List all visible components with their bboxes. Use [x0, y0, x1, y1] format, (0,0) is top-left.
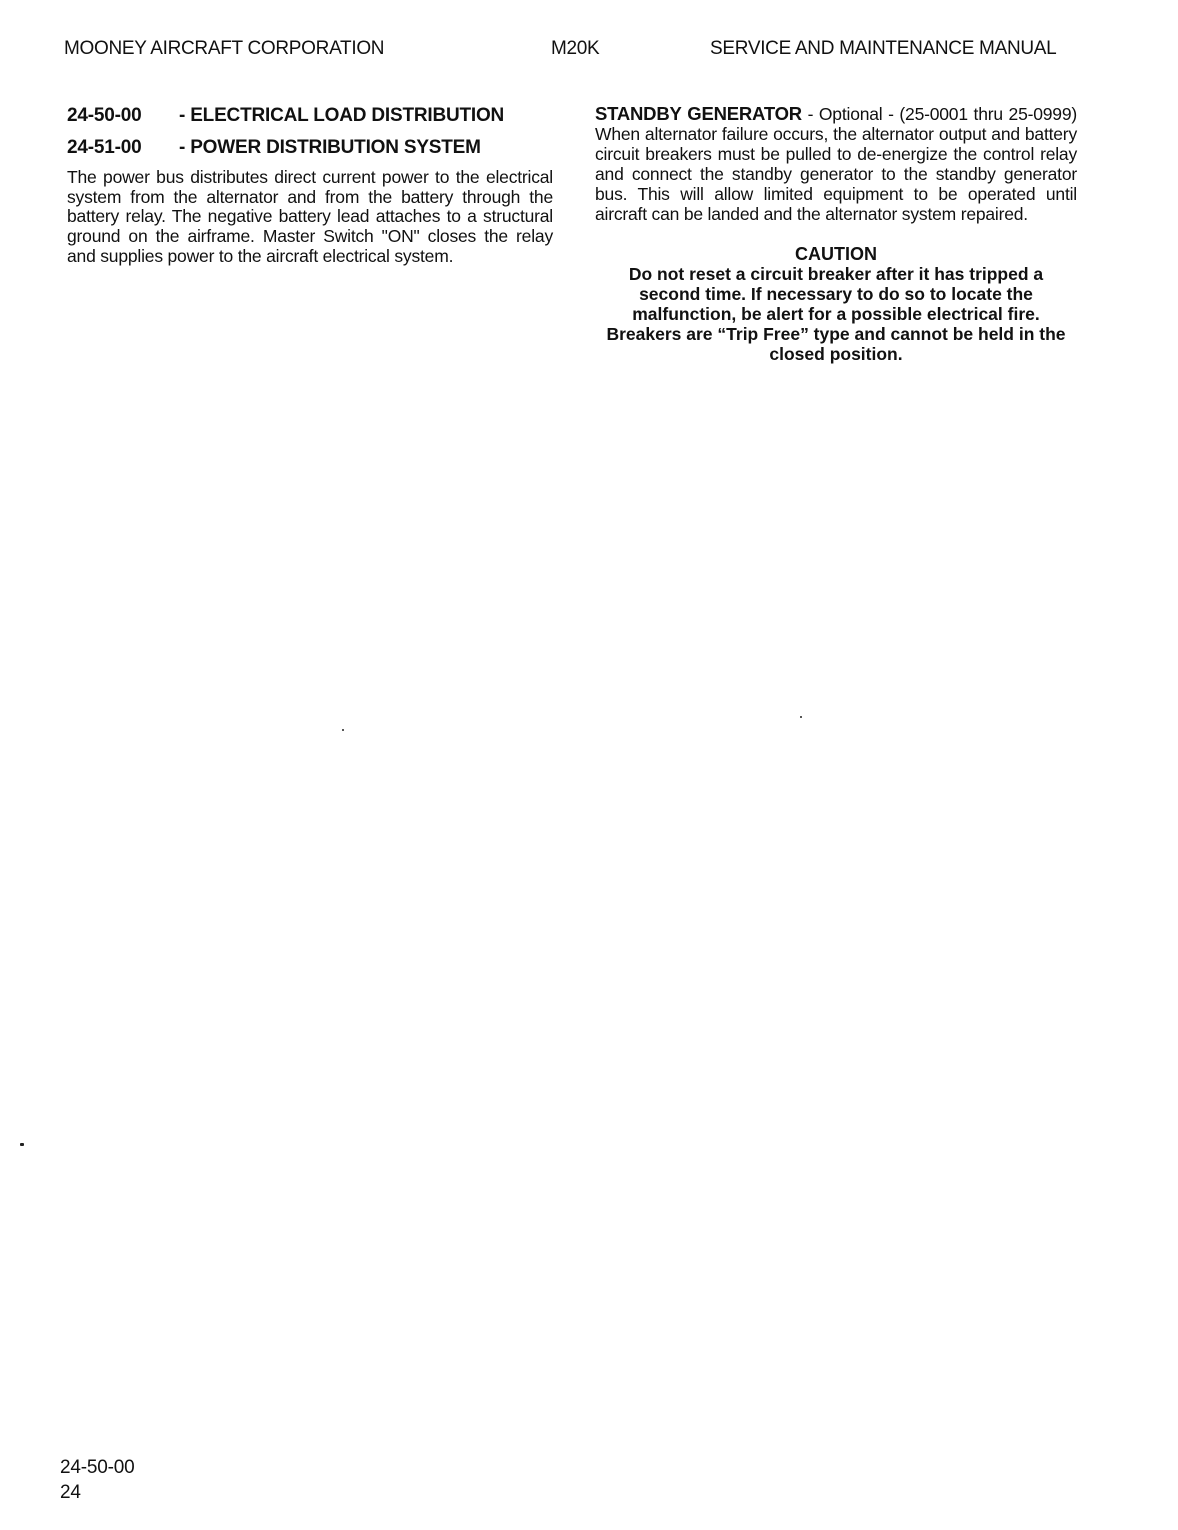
section-title: - POWER DISTRIBUTION SYSTEM [179, 137, 481, 158]
caution-notice [595, 244, 1077, 364]
section-number: 24-51-00 [67, 137, 142, 158]
right-column [595, 104, 1077, 364]
standby-generator-heading: STANDBY GENERATOR [595, 103, 802, 124]
section-heading-24-50-00 [67, 104, 553, 128]
scan-speck [800, 716, 802, 718]
section-heading-24-51-00 [67, 136, 553, 160]
section-number: 24-50-00 [67, 105, 142, 126]
scan-speck [20, 1143, 24, 1146]
caution-title: CAUTION [795, 244, 877, 264]
power-distribution-paragraph: The power bus distributes direct current power to the electrical system from the alternator and from the battery through the battery relay. The negative battery lead attaches to a structural ground on the airframe. Master Switch "ON" closes the relay and supplies power to the aircraft electrical system. [67, 167, 553, 266]
manual-title: SERVICE AND MAINTENANCE MANUAL [710, 38, 1057, 59]
page-number: 24 [60, 1482, 81, 1503]
page-footer [60, 1455, 134, 1505]
footer-section-number: 24-50-00 [60, 1457, 135, 1478]
page-header [0, 38, 1178, 66]
company-name: MOONEY AIRCRAFT CORPORATION [64, 38, 385, 59]
model-designation: M20K [551, 38, 600, 59]
standby-generator-text: - Optional - (25-0001 thru 25-0999) When alternator failure occurs, the alternator output and battery circuit breakers must be pulled to de-energize the control relay and connect the standby generator to the standby generator bus. This will allow limited equipment to be operated until aircraft can be landed and the alternator system repaired. [595, 104, 1077, 224]
left-column [67, 104, 553, 267]
section-title: - ELECTRICAL LOAD DISTRIBUTION [179, 105, 505, 126]
standby-generator-paragraph [595, 104, 1077, 224]
scan-speck [342, 729, 344, 731]
caution-text: Do not reset a circuit breaker after it has tripped a second time. If necessary to do so to locate the malfunction, be alert for a possible electrical fire. Breakers are “Trip Free” type and cannot be held in the closed position. [606, 264, 1066, 364]
